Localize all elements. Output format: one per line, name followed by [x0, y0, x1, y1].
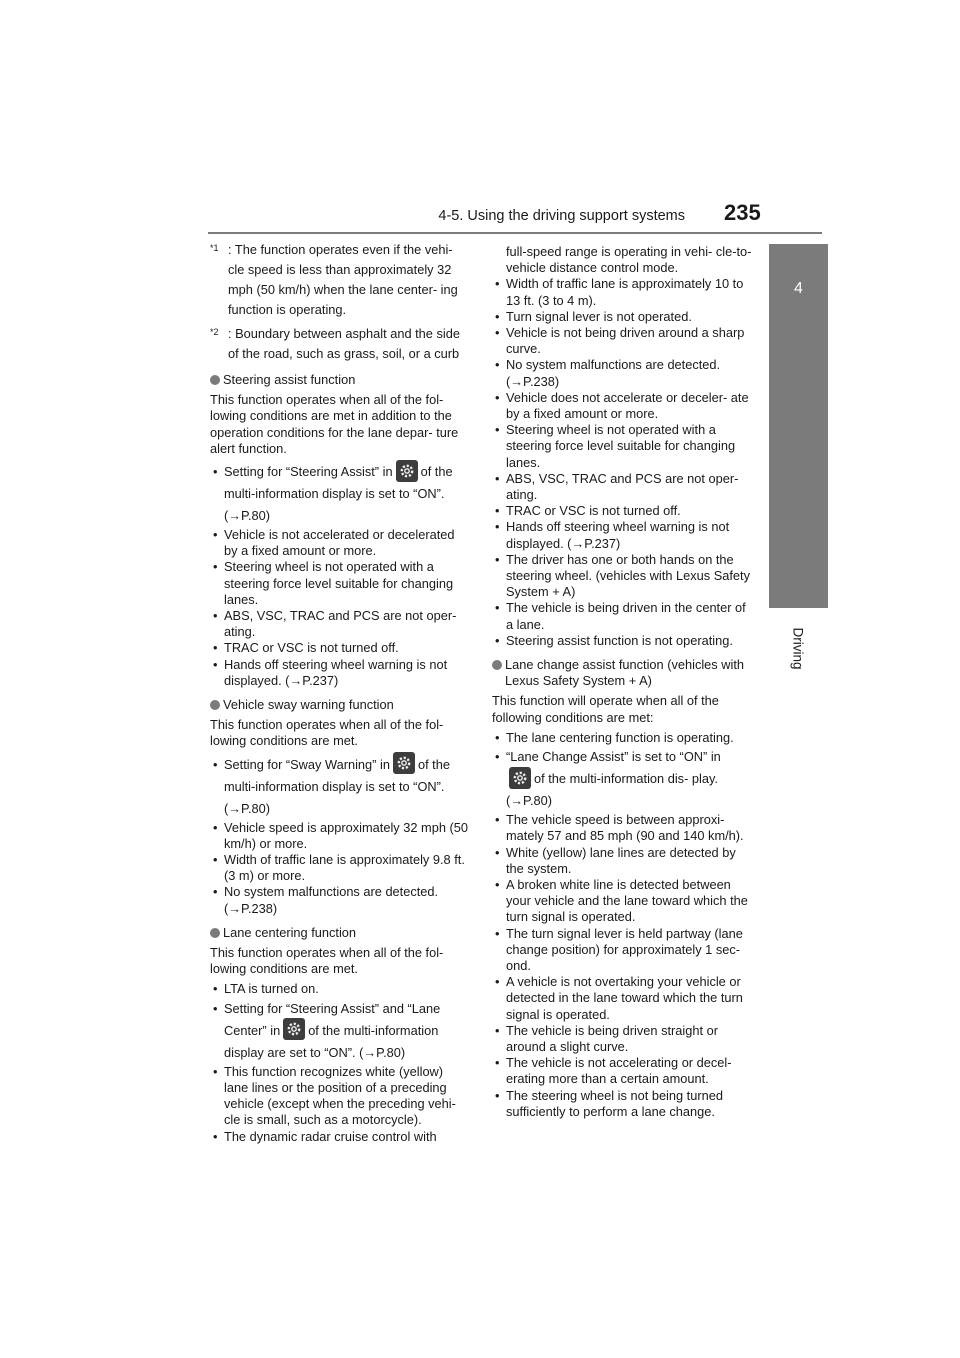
chapter-tab: [769, 244, 828, 608]
settings-gear-icon: [283, 1018, 305, 1040]
chapter-number: 4: [794, 280, 803, 297]
list-item: • Vehicle is not being driven around a sharp curve.: [492, 325, 752, 357]
list-item: • Hands off steering wheel warning is not displayed. (→P.237): [492, 519, 752, 551]
list-item: • Vehicle speed is approximately 32 mph (50 km/h) or more.: [210, 820, 470, 852]
section-title: 4-5. Using the driving support systems: [438, 208, 685, 224]
footnote-2-text: : Boundary between asphalt and the side of the road, such as grass, soil, or a curb: [228, 326, 460, 361]
list-item: • A broken white line is detected between your vehicle and the lane toward which the turn signal is operated.: [492, 877, 752, 926]
lane-change-conditions: [492, 730, 752, 1120]
steering-assist-intro: This function operates when all of the fol- lowing conditions are met in addition to the operation conditions for the lane depar- ture alert function.: [210, 392, 459, 456]
continued-conditions: [492, 276, 752, 649]
lane-centering-conditions: [210, 981, 470, 1144]
footnote-1-text: : The function operates even if the vehi- cle speed is less than approximately 32 mph (50 km/h) when the lane center- ing function is operating.: [228, 242, 458, 317]
list-item: • Vehicle is not accelerated or decelerated by a fixed amount or more.: [210, 527, 470, 559]
list-item: • No system malfunctions are detected. (→P.238): [492, 357, 752, 389]
list-item: • The steering wheel is not being turned sufficiently to perform a lane change.: [492, 1088, 752, 1120]
list-item: • Hands off steering wheel warning is not displayed. (→P.237): [210, 657, 470, 689]
sway-warning-heading-text: Vehicle sway warning function: [223, 697, 394, 713]
settings-gear-icon: [393, 752, 415, 774]
sway-warning-heading: [210, 697, 470, 713]
list-item: • The vehicle is being driven straight or around a slight curve.: [492, 1023, 752, 1055]
list-item: • TRAC or VSC is not turned off.: [210, 640, 470, 656]
list-item: • White (yellow) lane lines are detected by the system.: [492, 845, 752, 877]
steering-assist-heading-text: Steering assist function: [223, 372, 356, 387]
list-item: • This function recognizes white (yellow) lane lines or the position of a preceding vehicle (except when the preceding vehi- cle is small, such as a motorcycle).: [210, 1064, 470, 1129]
lane-change-intro: This function will operate when all of the following conditions are met:: [492, 693, 719, 725]
steering-assist-heading: [210, 372, 470, 388]
lane-centering-heading-text: Lane centering function: [223, 924, 357, 940]
footnote-2-mark: *2: [210, 327, 219, 337]
lane-change-heading: [492, 657, 752, 689]
list-item: • Turn signal lever is not operated.: [492, 309, 752, 325]
footnote-1: [210, 240, 470, 320]
right-column: [492, 244, 752, 1122]
list-item: • The lane centering function is operating.: [492, 730, 752, 746]
list-item: • TRAC or VSC is not turned off.: [492, 503, 752, 519]
bullet-dot-icon: [210, 928, 220, 938]
list-item: • Setting for “Steering Assist” in of the multi-information display is set to “ON”. (→P.80): [210, 461, 470, 527]
header-rule: [208, 232, 822, 234]
list-item: • The turn signal lever is held partway (lane change position) for approximately 1 sec- ond.: [492, 926, 752, 975]
list-item: • The vehicle speed is between approxi- mately 57 and 85 mph (90 and 140 km/h).: [492, 812, 752, 844]
steering-assist-conditions: [210, 461, 470, 689]
sway-warning-conditions: [210, 754, 470, 917]
footnote-2: [210, 324, 470, 364]
list-item: • Vehicle does not accelerate or deceler- ate by a fixed amount or more.: [492, 390, 752, 422]
chapter-label: Driving: [790, 626, 806, 670]
list-item: • ABS, VSC, TRAC and PCS are not oper- ating.: [210, 608, 470, 640]
list-item: • “Lane Change Assist” is set to “ON” in of the multi-information dis- play.(→P.80): [492, 746, 752, 812]
list-item: • The dynamic radar cruise control with: [210, 1129, 470, 1145]
list-item: • Width of traffic lane is approximately 9.8 ft. (3 m) or more.: [210, 852, 470, 884]
sway-warning-intro: This function operates when all of the fol- lowing conditions are met.: [210, 717, 444, 749]
list-item: • The driver has one or both hands on the steering wheel. (vehicles with Lexus Safety System + A): [492, 552, 752, 601]
continued-text: full-speed range is operating in vehi- cle-to-vehicle distance control mode.: [506, 244, 752, 276]
lane-centering-heading: [210, 925, 470, 941]
footnote-1-mark: *1: [210, 243, 219, 253]
list-item: • LTA is turned on.: [210, 981, 470, 997]
list-item: • Steering wheel is not operated with a steering force level suitable for changing lanes.: [492, 422, 752, 471]
list-item: • The vehicle is being driven in the center of a lane.: [492, 600, 752, 632]
list-item: • A vehicle is not overtaking your vehicle or detected in the lane toward which the turn signal is operated.: [492, 974, 752, 1023]
list-item: • Width of traffic lane is approximately 10 to 13 ft. (3 to 4 m).: [492, 276, 752, 308]
page-number: 235: [724, 200, 761, 225]
chapter-label-box: [769, 618, 828, 678]
list-item: • No system malfunctions are detected. (→P.238): [210, 884, 470, 916]
list-item: • Setting for “Steering Assist” and “Lane Center” in of the multi-information display are set to “ON”. (→P.80): [210, 998, 470, 1064]
list-item: • Steering assist function is not operating.: [492, 633, 752, 649]
lane-centering-intro: This function operates when all of the fol- lowing conditions are met.: [210, 945, 444, 977]
settings-gear-icon: [396, 460, 418, 482]
left-column: [210, 240, 470, 1147]
list-item: • Steering wheel is not operated with a steering force level suitable for changing lanes.: [210, 559, 470, 608]
bullet-dot-icon: [210, 375, 220, 385]
settings-gear-icon: [509, 767, 531, 789]
list-item: • The vehicle is not accelerating or decel- erating more than a certain amount.: [492, 1055, 752, 1087]
lane-change-heading-text: Lane change assist function (vehicles with Lexus Safety System + A): [505, 657, 745, 689]
list-item: • Setting for “Sway Warning” in of the multi-information display is set to “ON”. (→P.80): [210, 754, 470, 820]
bullet-dot-icon: [492, 660, 502, 670]
bullet-dot-icon: [210, 700, 220, 710]
list-item: • ABS, VSC, TRAC and PCS are not oper- ating.: [492, 471, 752, 503]
